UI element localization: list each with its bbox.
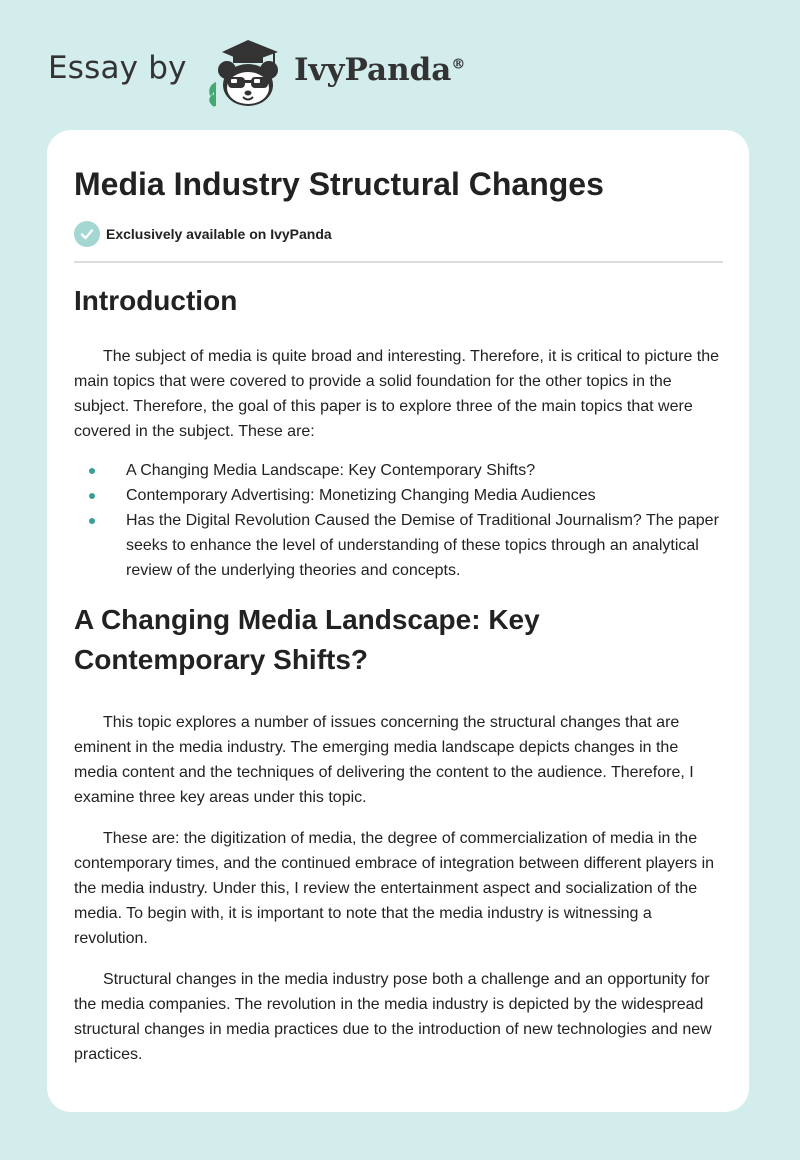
essay-content	[74, 280, 723, 1067]
essay-card	[47, 130, 749, 1112]
brand-prefix: Essay by	[48, 50, 187, 86]
exclusive-badge	[74, 221, 332, 247]
topics-list	[74, 458, 723, 583]
list-item: A Changing Media Landscape: Key Contemporary Shifts?	[74, 458, 723, 483]
body-paragraph: Structural changes in the media industry pose both a challenge and an opportunity for the media companies. The revolution in the media industry is depicted by the widespread structural changes in media practices due to the introduction of new technologies and new practices.	[74, 971, 712, 1063]
body-paragraph: These are: the digitization of media, the degree of commercialization of media in the contemporary times, and the continued embrace of integration between different players in the media industry. Under this, I review the entertainment aspect and socialization of the media. To begin with, it is important to note that the media industry is witnessing a revolution.	[74, 830, 715, 947]
list-item: Has the Digital Revolution Caused the Demise of Traditional Journalism? The paper seeks to enhance the level of understanding of these topics through an analytical review of the underlying theories and concepts.	[74, 508, 723, 583]
title-divider	[74, 261, 723, 263]
brand-name[interactable]	[294, 52, 465, 88]
section-heading-landscape: A Changing Media Landscape: Key Contemporary Shifts?	[74, 604, 540, 675]
exclusive-label: Exclusively available on IvyPanda	[106, 226, 332, 242]
page-title: Media Industry Structural Changes	[74, 166, 604, 202]
intro-paragraph: The subject of media is quite broad and interesting. Therefore, it is critical to picture the main topics that were covered to provide a solid foundation for the other topics in the subject. Therefore, the goal of this paper is to explore three of the main topics that were covered in the subject. These are:	[74, 348, 720, 440]
panda-logo-icon[interactable]	[200, 36, 294, 108]
registered-mark: ®	[451, 56, 466, 73]
body-paragraph: This topic explores a number of issues concerning the structural changes that are eminent in the media industry. The emerging media landscape depicts changes in the media content and the techniques of delivering the content to the audience. Therefore, I examine three key areas under this topic.	[74, 714, 694, 806]
brand-name-text: IvyPanda	[294, 52, 452, 88]
site-header	[0, 0, 800, 130]
checkmark-icon	[74, 221, 100, 247]
list-item: Contemporary Advertising: Monetizing Changing Media Audiences	[74, 483, 723, 508]
section-heading-introduction: Introduction	[74, 285, 238, 316]
